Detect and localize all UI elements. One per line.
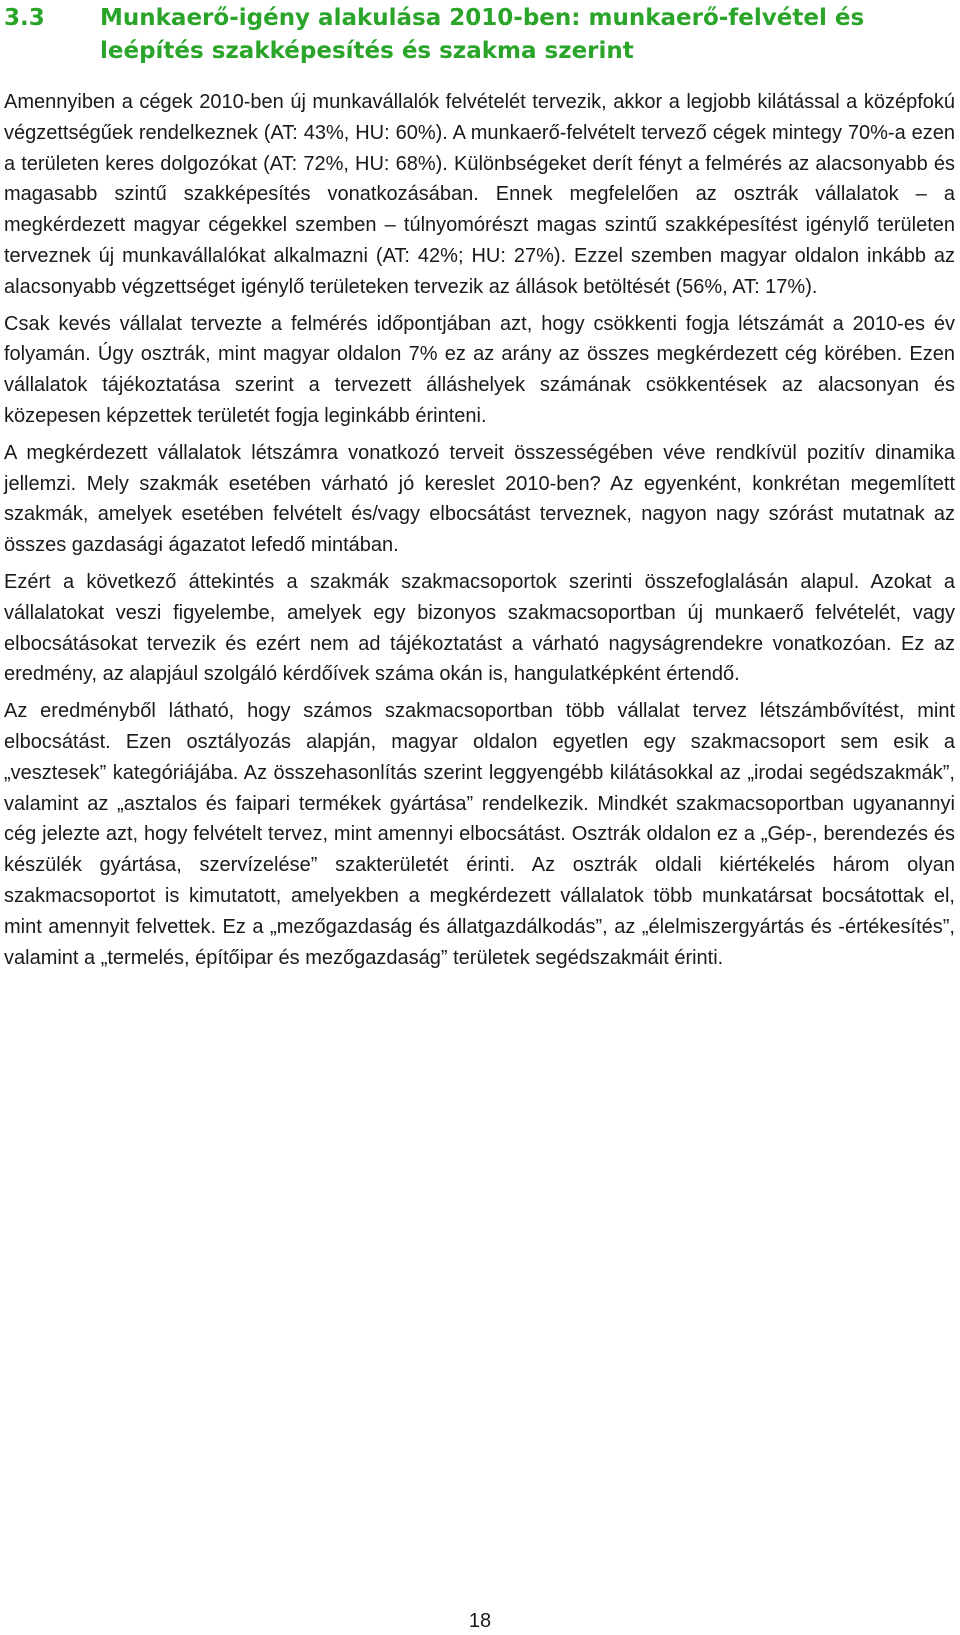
paragraph: Csak kevés vállalat tervezte a felmérés időpontjában azt, hogy csökkenti fogja létszámát a 2010-es év folyamán. Úgy osztrák, mint magyar oldalon 7% ez az arány az összes megkérdezett cég körében. Ezen vállalatok tájékoztatása szerint a tervezett álláshelyek számának csökkentések az alacsonyan és közepesen képzettek területét fogja leginkább érinteni.	[4, 312, 955, 427]
paragraph: Az eredményből látható, hogy számos szakmacsoportban több vállalat tervez létszámbővítést, mint elbocsátást. Ezen osztályozás alapján, magyar oldalon egyetlen egy szakmacsoport sem esik a „vesztesek” kategóriájába. Az összehasonlítás szerint leggyengébb kilátásokkal az „irodai segédszakmák”, valamint az „asztalos és faipari termékek gyártása” rendelkezik. Mindkét szakmacsoportban ugyanannyi cég jelezte azt, hogy felvételt tervez, mint amennyi elbocsátást. Osztrák oldalon ez a „Gép-, berendezés és készülék gyártása, szervízelése” szakterületét érinti. Az osztrák oldali kiértékelés három olyan szakmacsoportot is kimutatott, amelyekben a megkérdezett vállalatok több munkatársat bocsátottak el, mint amennyit felvettek. Ez a „mezőgazdaság és állatgazdálkodás”, az „élelmiszergyártás és -értékesítés”, valamint a „termelés, építőipar és mezőgazdaság” területek segédszakmáit érinti.	[4, 700, 955, 969]
section-number: 3.3	[4, 5, 45, 31]
body-text	[4, 87, 955, 979]
page-number: 18	[468, 1610, 492, 1632]
section-title: Munkaerő-igény alakulása 2010-ben: munkaerő-felvétel és leépítés szakképesítés és szakma szerint	[100, 5, 865, 64]
section-heading	[4, 2, 954, 68]
paragraph: Amennyiben a cégek 2010-ben új munkavállalók felvételét tervezik, akkor a legjobb kilátással a középfokú végzettségűek rendelkeznek (AT: 43%, HU: 60%). A munkaerő-felvételt tervező cégek mintegy 70%-a ezen a területen keres dolgozókat (AT: 72%, HU: 68%). Különbségeket derít fényt a felmérés az alacsonyabb és magasabb szintű szakképesítés vonatkozásában. Ennek megfelelően az osztrák vállalatok – a megkérdezett magyar cégekkel szemben – túlnyomórészt magas szintű szakképesítést igénylő területen terveznek új munkavállalókat alkalmazni (AT: 42%; HU: 27%). Ezzel szemben magyar oldalon inkább az alacsonyabb végzettséget igénylő területeken tervezik az állások betöltését (56%, AT: 17%).	[4, 91, 955, 298]
paragraph: Ezért a következő áttekintés a szakmák szakmacsoportok szerinti összefoglalásán alapul. Azokat a vállalatokat veszi figyelembe, amelyek egy bizonyos szakmacsoportban új munkaerő felvételét, vagy elbocsátásokat tervezik és ezért nem ad tájékoztatást a várható nagyságrendekre vonatkozóan. Ez az eredmény, az alapjául szolgáló kérdőívek száma okán is, hangulatképként értendő.	[4, 570, 955, 686]
paragraph: A megkérdezett vállalatok létszámra vonatkozó terveit összességében véve rendkívül pozitív dinamika jellemzi. Mely szakmák esetében várható jó kereslet 2010-ben? Az egyenként, konkrétan megemlített szakmák, amelyek esetében felvételt és/vagy elbocsátást terveznek, nagyon nagy szórást mutatnak az összes gazdasági ágazatot lefedő mintában.	[4, 441, 955, 557]
